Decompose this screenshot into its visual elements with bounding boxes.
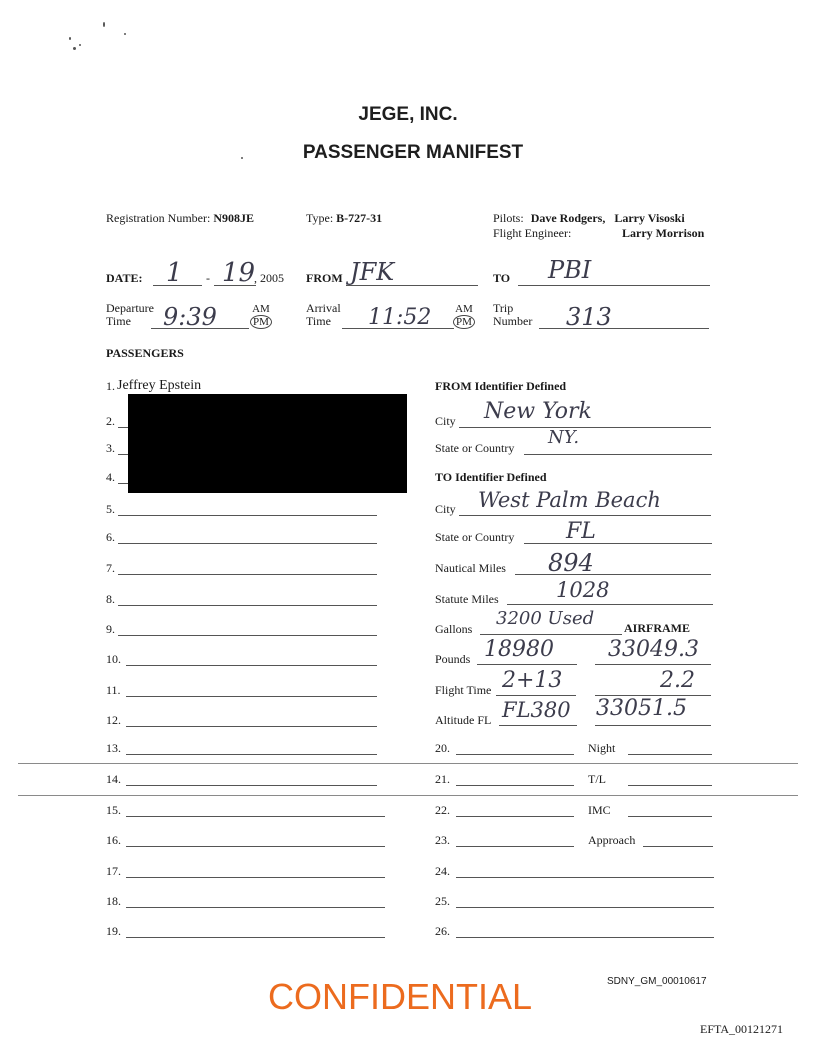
imc-label: IMC	[588, 803, 611, 817]
flight-time-value: 2+13	[502, 668, 563, 693]
scan-speck	[103, 22, 105, 27]
pounds-line	[477, 664, 577, 665]
passenger-5-number: 5.	[106, 502, 115, 516]
from-city-label: City	[435, 414, 456, 428]
type-value: B-727-31	[336, 211, 383, 225]
trip-line	[539, 328, 709, 329]
arrival-time: 11:52	[368, 305, 432, 330]
passenger-10-line	[126, 665, 377, 666]
passenger-14-line	[126, 785, 377, 786]
passenger-9-line	[118, 635, 377, 636]
pounds-value: 18980	[484, 637, 554, 662]
statute-miles-value: 1028	[556, 578, 610, 602]
from-state-line	[524, 454, 712, 455]
passenger-12-number: 12.	[106, 713, 121, 727]
row-21-number: 21.	[435, 772, 450, 786]
arrival-pm-circled: PM	[453, 315, 475, 329]
passenger-13-line	[126, 754, 377, 755]
to-city-value: West Palm Beach	[478, 488, 661, 512]
passenger-16-number: 16.	[106, 833, 121, 847]
to-line	[518, 285, 710, 286]
row-20-number: 20.	[435, 741, 450, 755]
passenger-11-number: 11.	[106, 683, 121, 697]
to-label: TO	[493, 271, 511, 285]
from-identifier-heading: FROM Identifier Defined	[435, 379, 567, 393]
scan-rule	[18, 763, 798, 764]
nautical-miles-label: Nautical Miles	[435, 561, 506, 575]
scan-speck	[69, 37, 71, 40]
approach-line	[643, 846, 713, 847]
passenger-16-line	[126, 846, 385, 847]
date-separator: -	[206, 271, 210, 285]
from-city-line	[459, 427, 711, 428]
nautical-miles-value: 894	[548, 549, 594, 577]
altitude-label: Altitude FL	[435, 713, 492, 727]
pounds-airframe-value: 33049.3	[608, 637, 699, 662]
passenger-8-line	[118, 605, 377, 606]
departure-label	[106, 302, 154, 328]
redaction-box	[128, 394, 407, 493]
imc-line	[628, 816, 712, 817]
flight-time-airframe-value: 2.2	[660, 668, 695, 693]
row-25-number: 25.	[435, 894, 450, 908]
departure-time: 9:39	[163, 303, 217, 331]
passenger-6-line	[118, 543, 377, 544]
passenger-3-number: 3.	[106, 441, 115, 455]
to-city-line	[459, 515, 711, 516]
passenger-6-number: 6.	[106, 530, 115, 544]
scan-speck	[79, 44, 81, 46]
engineer-value: Larry Morrison	[622, 226, 705, 240]
arrival-am: AM	[455, 303, 473, 315]
row-26-line	[456, 937, 714, 938]
night-label: Night	[588, 741, 616, 755]
passenger-14-number: 14.	[106, 772, 121, 786]
row-22-line	[456, 816, 574, 817]
date-month: 1	[166, 258, 183, 288]
passenger-19-number: 19.	[106, 924, 121, 938]
nautical-miles-line	[515, 574, 711, 575]
passenger-1-name: Jeffrey Epstein	[117, 378, 202, 393]
departure-pm-circled: PM	[250, 315, 272, 329]
tl-label: T/L	[588, 772, 606, 786]
document-title: PASSENGER MANIFEST	[302, 142, 524, 163]
arrival-ampm	[453, 303, 475, 329]
trip-label-line1: Trip	[493, 301, 514, 315]
altitude-airframe-line	[595, 725, 711, 726]
passenger-7-number: 7.	[106, 561, 115, 575]
engineer-label: Flight Engineer:	[493, 226, 572, 240]
pounds-airframe-line	[595, 664, 711, 665]
type-label: Type:	[306, 211, 334, 225]
to-state-label: State or Country	[435, 530, 515, 544]
gallons-line	[480, 634, 622, 635]
tl-line	[628, 785, 712, 786]
statute-miles-line	[507, 604, 713, 605]
row-25-line	[456, 907, 714, 908]
registration-info	[106, 211, 254, 226]
row-21-line	[456, 785, 574, 786]
date-label: DATE:	[106, 271, 143, 285]
type-info	[306, 211, 382, 226]
pilots-info	[493, 211, 685, 226]
flight-time-line	[496, 695, 576, 696]
from-city-value: New York	[484, 399, 592, 424]
airframe-label: AIRFRAME	[624, 621, 690, 635]
passenger-11-line	[126, 696, 377, 697]
passenger-15-number: 15.	[106, 803, 121, 817]
departure-ampm	[250, 303, 272, 329]
arrival-label-line1: Arrival	[306, 301, 341, 315]
passengers-heading: PASSENGERS	[106, 346, 184, 360]
arrival-label	[306, 302, 341, 328]
passenger-17-line	[126, 877, 385, 878]
pilots-label: Pilots:	[493, 211, 524, 225]
company-name: JEGE, INC.	[358, 104, 458, 125]
altitude-value: FL380	[502, 698, 571, 722]
from-value: JFK	[350, 258, 395, 286]
scan-speck	[73, 47, 76, 50]
to-state-line	[524, 543, 712, 544]
scan-speck	[124, 33, 126, 35]
to-state-value: FL	[566, 519, 596, 544]
row-20-line	[456, 754, 574, 755]
trip-number: 313	[566, 303, 612, 331]
trip-label	[493, 302, 532, 328]
from-state-label: State or Country	[435, 441, 515, 455]
passenger-9-number: 9.	[106, 622, 115, 636]
passenger-15-line	[126, 816, 385, 817]
passenger-8-number: 8.	[106, 592, 115, 606]
to-city-label: City	[435, 502, 456, 516]
gallons-label: Gallons	[435, 622, 473, 636]
passenger-5-line	[118, 515, 377, 516]
departure-label-line2: Time	[106, 314, 131, 328]
passenger-12-line	[126, 726, 377, 727]
trip-label-line2: Number	[493, 314, 533, 328]
departure-am: AM	[252, 303, 270, 315]
approach-label: Approach	[588, 833, 636, 847]
efta-number: EFTA_00121271	[700, 1022, 784, 1036]
pilot-one: Dave Rodgers,	[530, 211, 606, 225]
gallons-value: 3200 Used	[496, 608, 595, 629]
to-identifier-heading: TO Identifier Defined	[435, 470, 547, 484]
altitude-line	[499, 725, 577, 726]
from-state-value: NY.	[548, 427, 580, 448]
statute-miles-label: Statute Miles	[435, 592, 499, 606]
passenger-13-number: 13.	[106, 741, 121, 755]
row-24-number: 24.	[435, 864, 450, 878]
arrival-label-line2: Time	[306, 314, 331, 328]
pilot-two: Larry Visoski	[614, 211, 685, 225]
passenger-4-number: 4.	[106, 470, 115, 484]
row-22-number: 22.	[435, 803, 450, 817]
night-line	[628, 754, 712, 755]
passenger-17-number: 17.	[106, 864, 121, 878]
row-24-line	[456, 877, 714, 878]
passenger-18-number: 18.	[106, 894, 121, 908]
passenger-10-number: 10.	[106, 652, 121, 666]
row-23-number: 23.	[435, 833, 450, 847]
passenger-7-line	[118, 574, 377, 575]
date-day: 19	[222, 258, 256, 288]
flight-time-label: Flight Time	[435, 683, 492, 697]
row-26-number: 26.	[435, 924, 450, 938]
passenger-19-line	[126, 937, 385, 938]
confidential-stamp: CONFIDENTIAL	[268, 976, 533, 1017]
registration-label: Registration Number:	[106, 211, 211, 225]
departure-label-line1: Departure	[106, 301, 154, 315]
passenger-2-number: 2.	[106, 414, 115, 428]
scan-rule	[18, 795, 798, 796]
registration-value: N908JE	[213, 211, 254, 225]
date-year: , 2005	[254, 271, 284, 285]
passenger-1-number: 1.	[106, 379, 115, 393]
to-value: PBI	[548, 256, 592, 284]
row-23-line	[456, 846, 574, 847]
passenger-18-line	[126, 907, 385, 908]
pounds-label: Pounds	[435, 652, 471, 666]
bates-number: SDNY_GM_00010617	[607, 976, 707, 987]
altitude-airframe-value: 33051.5	[596, 696, 687, 721]
from-label: FROM	[306, 271, 343, 285]
